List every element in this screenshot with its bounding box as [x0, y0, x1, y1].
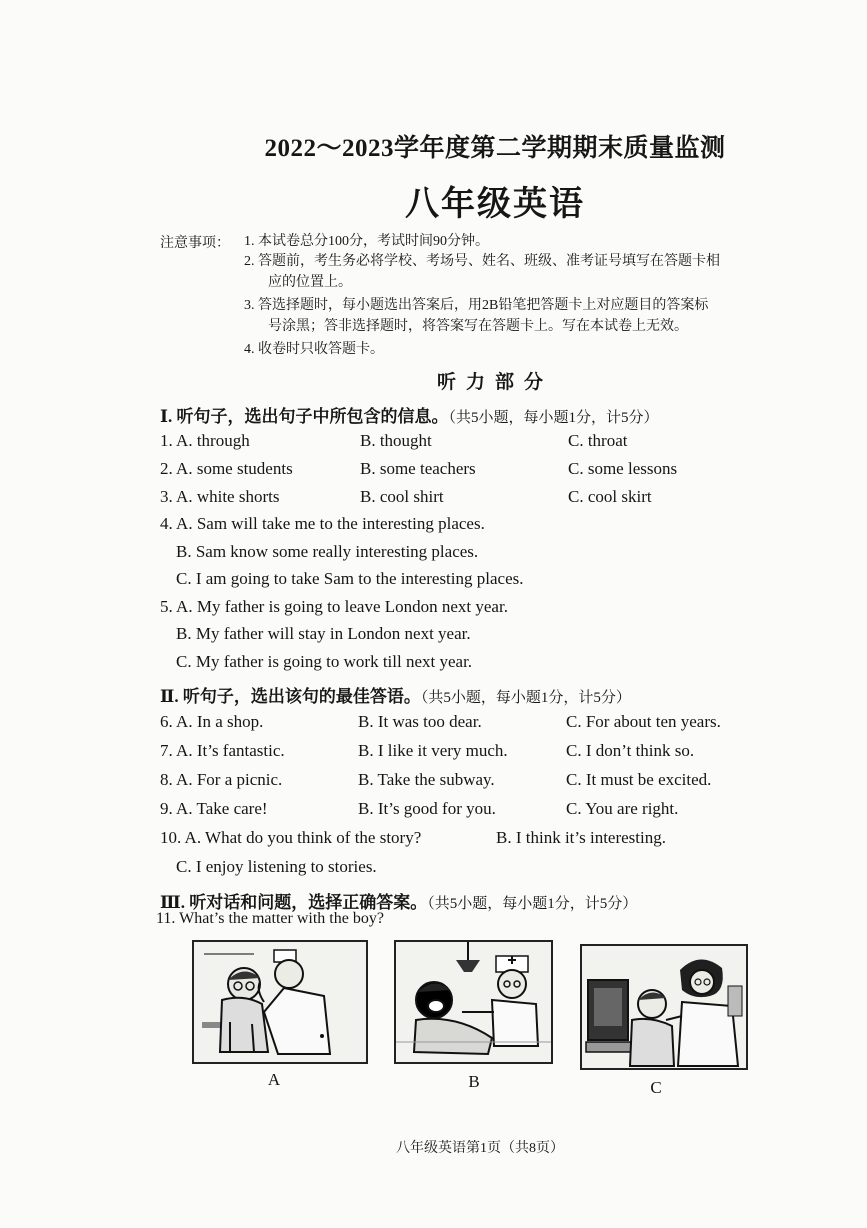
- q1-option-a: 1. A. through: [160, 431, 250, 450]
- doctor-patient-illustration: [194, 942, 366, 1062]
- note-item: 3. 答选择题时，每小题选出答案后，用2B铅笔把答题卡上对应题目的答案标: [244, 298, 709, 313]
- note-item: 号涂黑；答非选择题时，将答案写在答题卡上。写在本试卷上无效。: [268, 319, 688, 334]
- q11-picture-b: [394, 940, 553, 1064]
- q7-option-a: 7. A. It’s fantastic.: [160, 741, 285, 760]
- q11-question: 11. What’s the matter with the boy?: [156, 910, 384, 927]
- q11-label-c: C: [650, 1078, 662, 1097]
- part2-heading-text: Ⅱ. 听句子，选出该句的最佳答语。: [160, 687, 421, 706]
- q7-option-c: C. I don’t think so.: [566, 741, 695, 760]
- q3-option-b: B. cool shirt: [360, 487, 444, 506]
- q2-option-b: B. some teachers: [360, 459, 476, 478]
- q5-option-c: C. My father is going to work till next year.: [176, 652, 473, 671]
- section-title: 听力部分: [436, 372, 553, 393]
- note-item: 应的位置上。: [268, 275, 352, 290]
- q6-option-b: B. It was too dear.: [358, 712, 482, 731]
- part3-score: （共5小题，每小题1分，计5分）: [427, 896, 638, 912]
- q10-option-c: C. I enjoy listening to stories.: [176, 857, 377, 876]
- part2-score: （共5小题，每小题1分，计5分）: [420, 690, 631, 706]
- note-item: 2. 答题前，考生务必将学校、考场号、姓名、班级、准考证号填写在答题卡相: [244, 254, 720, 269]
- q6-option-c: C. For about ten years.: [566, 712, 721, 731]
- computer-boy-illustration: [582, 946, 746, 1068]
- exam-title: 2022～2023学年度第二学期期末质量监测: [264, 135, 726, 162]
- q2-option-c: C. some lessons: [568, 459, 678, 478]
- exam-subtitle: 八年级英语: [405, 186, 585, 223]
- q10-option-b: B. I think it’s interesting.: [496, 828, 666, 847]
- q11-label-b: B: [468, 1072, 480, 1091]
- q8-option-c: C. It must be excited.: [566, 770, 712, 789]
- dentist-illustration: [396, 942, 551, 1062]
- part2-heading: [160, 682, 631, 707]
- q4-option-b: B. Sam know some really interesting places.: [176, 542, 479, 561]
- q1-option-b: B. thought: [360, 431, 432, 450]
- q5-option-a: 5. A. My father is going to leave London next year.: [160, 597, 508, 616]
- q7-option-b: B. I like it very much.: [358, 741, 508, 760]
- part3-heading-text: Ⅲ. 听对话和问题，选择正确答案。: [160, 893, 428, 912]
- q9-option-c: C. You are right.: [566, 799, 679, 818]
- q4-option-a: 4. A. Sam will take me to the interesting places.: [160, 514, 485, 533]
- q8-option-b: B. Take the subway.: [358, 770, 495, 789]
- part1-score: （共5小题，每小题1分，计5分）: [448, 410, 659, 426]
- q10-option-a: 10. A. What do you think of the story?: [160, 828, 422, 847]
- part1-heading: [160, 402, 658, 427]
- q5-option-b: B. My father will stay in London next year.: [176, 624, 471, 643]
- page-footer: 八年级英语第1页（共8页）: [396, 1141, 564, 1156]
- q8-option-a: 8. A. For a picnic.: [160, 770, 283, 789]
- q3-option-c: C. cool skirt: [568, 487, 652, 506]
- note-item: 1. 本试卷总分100分，考试时间90分钟。: [244, 234, 489, 249]
- q11-picture-c: [580, 944, 748, 1070]
- q11-picture-a: [192, 940, 368, 1064]
- notes-label: 注意事项：: [160, 236, 230, 251]
- note-item: 4. 收卷时只收答题卡。: [244, 342, 384, 357]
- q11-label-a: A: [267, 1070, 281, 1089]
- q1-option-c: C. throat: [568, 431, 628, 450]
- q9-option-a: 9. A. Take care!: [160, 799, 268, 818]
- part1-heading-text: Ⅰ. 听句子，选出句子中所包含的信息。: [160, 407, 449, 426]
- q4-option-c: C. I am going to take Sam to the interesting places.: [176, 569, 524, 588]
- q6-option-a: 6. A. In a shop.: [160, 712, 264, 731]
- q9-option-b: B. It’s good for you.: [358, 799, 496, 818]
- q2-option-a: 2. A. some students: [160, 459, 293, 478]
- q3-option-a: 3. A. white shorts: [160, 487, 280, 506]
